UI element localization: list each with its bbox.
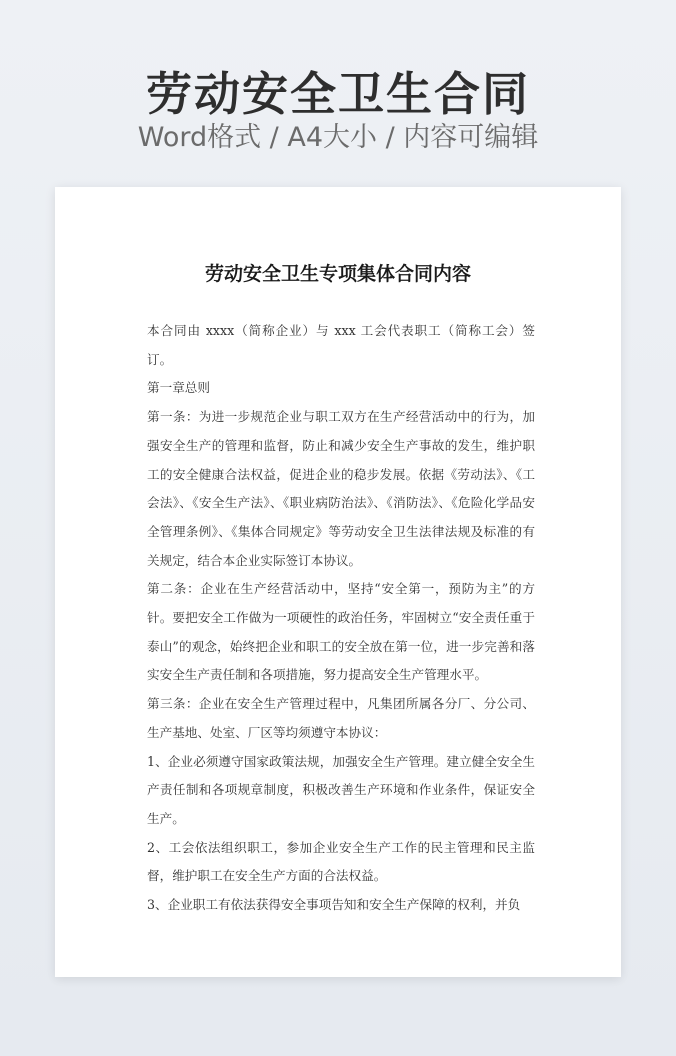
document-title: 劳动安全卫生专项集体合同内容	[204, 263, 471, 285]
banner-title: 劳动安全卫生合同	[146, 67, 530, 121]
banner-subtitle: Word格式 / A4大小 / 内容可编辑	[137, 122, 539, 153]
clause-2-paragraph: 2、工会依法组织职工，参加企业安全生产工作的民主管理和民主监督，维护职工在安全生产方面的合法权益。	[147, 839, 535, 884]
document-page	[55, 187, 621, 977]
chapter-heading: 第一章总则	[147, 380, 210, 396]
article-2-paragraph: 第二条：企业在生产经营活动中，坚持“安全第一，预防为主”的方针。要把安全工作做为一项硬性的政治任务，牢固树立“安全责任重于泰山”的观念，始终把企业和职工的安全放在第一位，进一步完善和落实安全生产责任制和各项措施，努力提高安全生产管理水平。	[147, 581, 535, 683]
clause-1-paragraph: 1、企业必须遵守国家政策法规，加强安全生产管理。建立健全安全生产责任制和各项规章制度，积极改善生产环境和作业条件，保证安全生产。	[147, 753, 535, 826]
article-3-paragraph: 第三条：企业在安全生产管理过程中，凡集团所属各分厂、分公司、生产基地、处室、厂区等均须遵守本协议：	[147, 696, 535, 740]
article-1-paragraph: 第一条：为进一步规范企业与职工双方在生产经营活动中的行为，加强安全生产的管理和监督，防止和减少安全生产事故的发生，维护职工的安全健康合法权益，促进企业的稳步发展。依据《劳动法》、《工会法》、《安全生产法》、《职业病防治法》、《消防法》、《危险化学品安全管理条例》、《集体合同规定》等劳动安全卫生法律法规及标准的有关规定，结合本企业实际签订本协议。	[147, 409, 535, 568]
document-body	[147, 317, 535, 920]
clause-3-paragraph: 3、企业职工有依法获得安全事项告知和安全生产保障的权利，并负	[147, 897, 521, 913]
preamble-paragraph: 本合同由 xxxx（简称企业）与 xxx 工会代表职工（简称工会）签订。	[147, 323, 535, 367]
